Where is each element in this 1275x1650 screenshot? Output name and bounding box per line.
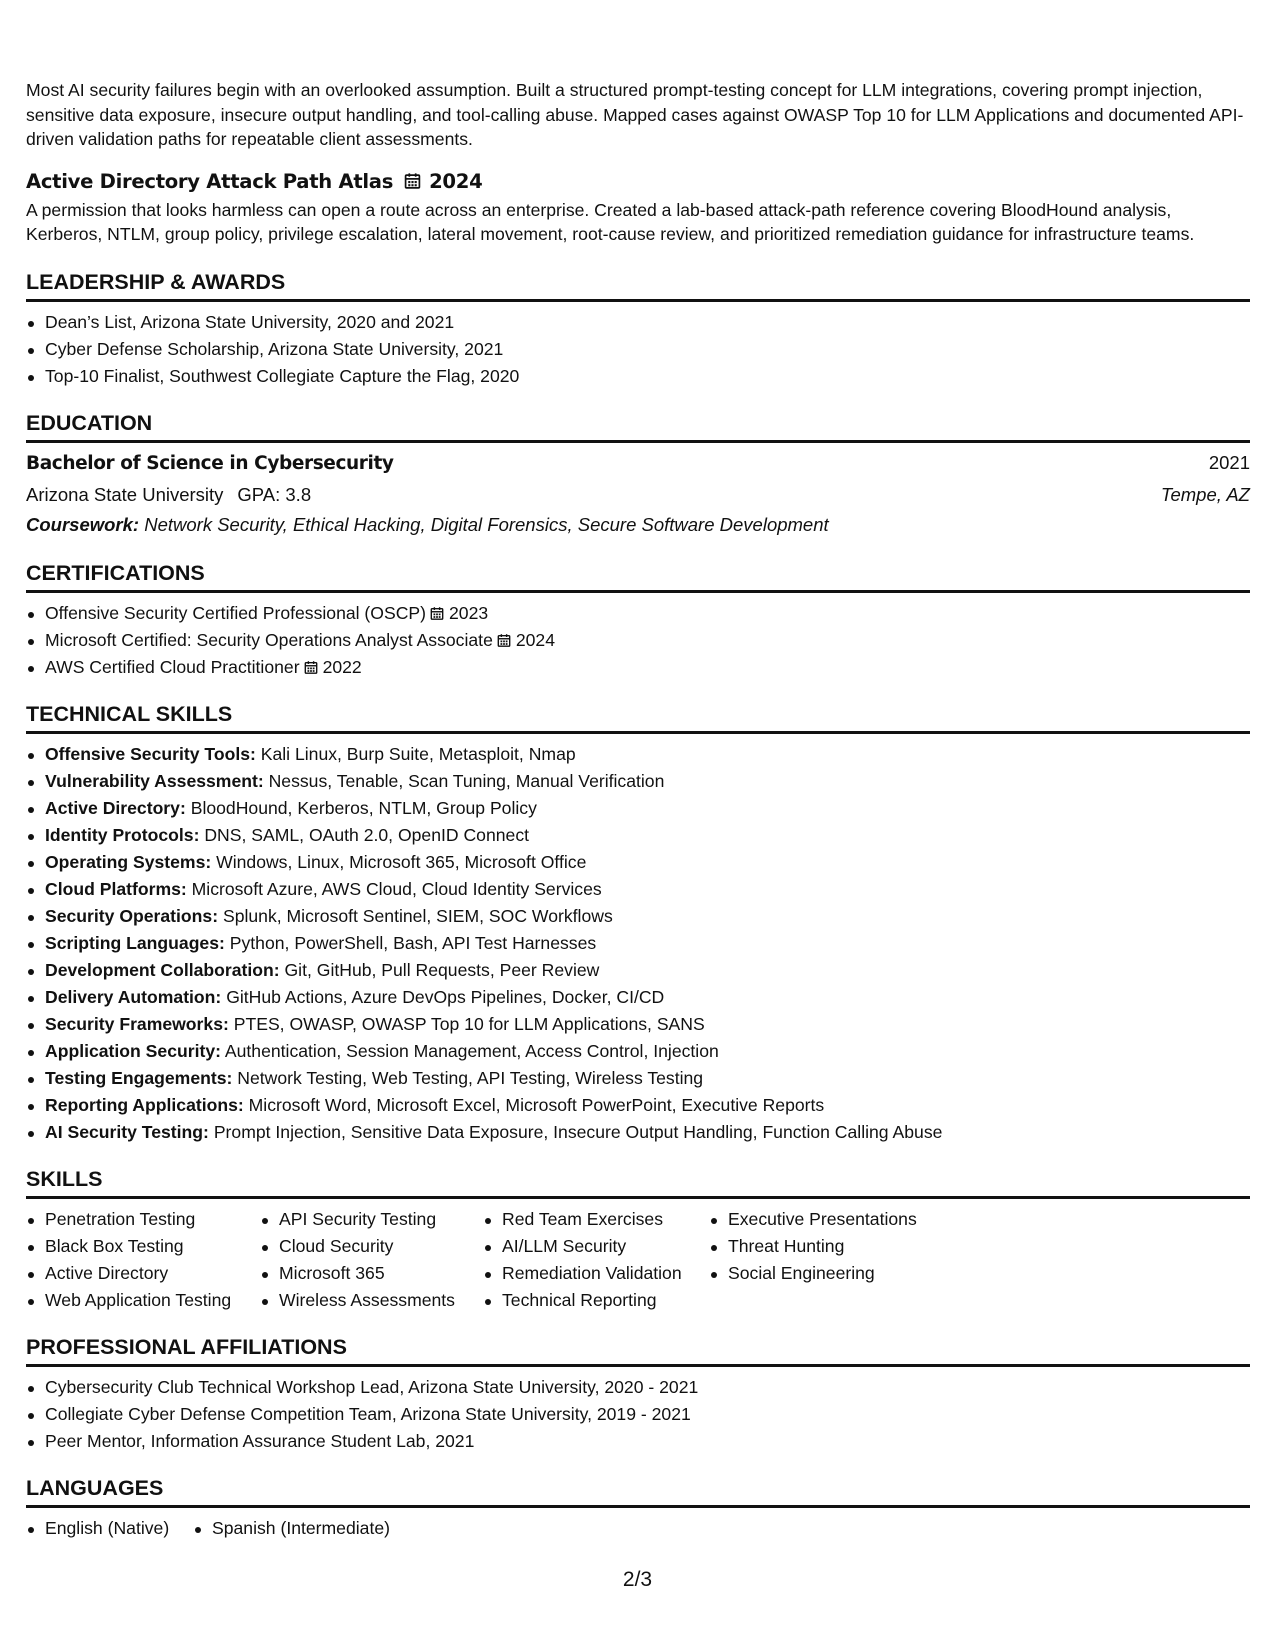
list-item — [26, 1038, 1250, 1065]
skill-label: Reporting Applications: — [45, 1094, 244, 1115]
list-item: Web Application Testing — [26, 1287, 260, 1314]
skill-label: Security Frameworks: — [45, 1013, 229, 1034]
skill-value: PTES, OWASP, OWASP Top 10 for LLM Applications, SANS — [233, 1013, 705, 1034]
skill-value: Network Testing, Web Testing, API Testing, Wireless Testing — [237, 1067, 704, 1088]
coursework — [26, 510, 1250, 540]
list-item: Executive Presentations — [709, 1206, 969, 1233]
list-item: Cloud Security — [260, 1233, 483, 1260]
languages-row — [26, 1515, 1250, 1542]
skill-label: Cloud Platforms: — [45, 878, 187, 899]
resume-page — [26, 78, 1250, 1542]
section-heading: EDUCATION — [26, 410, 1250, 443]
section-heading: LANGUAGES — [26, 1475, 1250, 1508]
list-item: Penetration Testing — [26, 1206, 260, 1233]
list-item: Remediation Validation — [483, 1260, 709, 1287]
calendar-icon — [430, 606, 444, 621]
list-item: Black Box Testing — [26, 1233, 260, 1260]
section-heading: TECHNICAL SKILLS — [26, 701, 1250, 734]
skills-column — [709, 1206, 969, 1314]
list-item — [26, 627, 1250, 654]
skill-value: Nessus, Tenable, Scan Tuning, Manual Verification — [268, 770, 665, 791]
affiliations-section — [26, 1334, 1250, 1455]
location: Tempe, AZ — [1160, 483, 1250, 505]
skill-value: Python, PowerShell, Bash, API Test Harnesses — [229, 932, 597, 953]
skill-value: Microsoft Azure, AWS Cloud, Cloud Identity Services — [191, 878, 602, 899]
skill-value: GitHub Actions, Azure DevOps Pipelines, Docker, CI/CD — [226, 986, 665, 1007]
skill-value: Authentication, Session Management, Access Control, Injection — [224, 1040, 719, 1061]
skill-label: AI Security Testing: — [45, 1121, 209, 1142]
cert-year: 2023 — [449, 602, 489, 623]
cert-year: 2022 — [322, 656, 362, 677]
list-item: Technical Reporting — [483, 1287, 709, 1314]
cert-name: AWS Certified Cloud Practitioner — [45, 656, 300, 677]
list-item: Spanish (Intermediate) — [193, 1515, 390, 1542]
certifications-section — [26, 560, 1250, 681]
skills-section — [26, 1166, 1250, 1314]
education-section — [26, 410, 1250, 540]
education-degree-row — [26, 447, 1250, 479]
section-heading: SKILLS — [26, 1166, 1250, 1199]
project-description: A permission that looks harmless can open a route across an enterprise. Created a lab-based attack-path reference covering BloodHound analysis, Kerberos, NTLM, group policy, privilege escalation, lateral movement, root-cause review, and prioritized remediation guidance for infrastructure teams. — [26, 199, 1195, 244]
list-item: Dean’s List, Arizona State University, 2020 and 2021 — [26, 309, 1250, 336]
list-item — [26, 795, 1250, 822]
list-item — [26, 849, 1250, 876]
graduation-year: 2021 — [1208, 451, 1250, 473]
list-item: Cyber Defense Scholarship, Arizona State University, 2021 — [26, 336, 1250, 363]
project-year: 2024 — [429, 169, 483, 193]
skill-label: Scripting Languages: — [45, 932, 225, 953]
skill-label: Development Collaboration: — [45, 959, 280, 980]
project-title: Active Directory Attack Path Atlas — [26, 169, 394, 193]
school-name: Arizona State University — [26, 483, 224, 505]
languages-column — [26, 1515, 193, 1542]
list-item — [26, 984, 1250, 1011]
skill-label: Identity Protocols: — [45, 824, 200, 845]
degree: Bachelor of Science in Cybersecurity — [26, 452, 394, 474]
list-item: Wireless Assessments — [260, 1287, 483, 1314]
skill-label: Application Security: — [45, 1040, 221, 1061]
list-item — [26, 903, 1250, 930]
languages-section — [26, 1475, 1250, 1542]
list-item: Red Team Exercises — [483, 1206, 709, 1233]
skill-label: Testing Engagements: — [45, 1067, 233, 1088]
list-item — [26, 957, 1250, 984]
skills-columns — [26, 1206, 1250, 1314]
calendar-icon — [497, 633, 511, 648]
cert-name: Microsoft Certified: Security Operations Analyst Associate — [45, 629, 493, 650]
list-item — [26, 1065, 1250, 1092]
skills-column — [483, 1206, 709, 1314]
skill-label: Vulnerability Assessment: — [45, 770, 264, 791]
leadership-list — [26, 309, 1250, 390]
list-item — [26, 654, 1250, 681]
list-item: API Security Testing — [260, 1206, 483, 1233]
skills-column — [26, 1206, 260, 1314]
skill-value: BloodHound, Kerberos, NTLM, Group Policy — [190, 797, 537, 818]
skill-value: Kali Linux, Burp Suite, Metasploit, Nmap — [260, 743, 576, 764]
list-item: Social Engineering — [709, 1260, 969, 1287]
list-item: English (Native) — [26, 1515, 193, 1542]
technical-skills-section — [26, 701, 1250, 1146]
project-heading — [26, 170, 1250, 193]
leadership-section — [26, 269, 1250, 390]
list-item: Peer Mentor, Information Assurance Student Lab, 2021 — [26, 1428, 1250, 1455]
affiliations-list — [26, 1374, 1250, 1455]
list-item — [26, 1092, 1250, 1119]
skill-value: Git, GitHub, Pull Requests, Peer Review — [284, 959, 600, 980]
skill-value: DNS, SAML, OAuth 2.0, OpenID Connect — [204, 824, 530, 845]
skill-label: Operating Systems: — [45, 851, 212, 872]
list-item — [26, 876, 1250, 903]
skill-value: Prompt Injection, Sensitive Data Exposure, Insecure Output Handling, Function Calling Abuse — [213, 1121, 943, 1142]
skill-label: Delivery Automation: — [45, 986, 222, 1007]
list-item: Threat Hunting — [709, 1233, 969, 1260]
coursework-list: Network Security, Ethical Hacking, Digital Forensics, Secure Software Development — [144, 513, 829, 535]
list-item — [26, 930, 1250, 957]
list-item — [26, 1119, 1250, 1146]
languages-column — [193, 1515, 390, 1542]
technical-skills-list — [26, 741, 1250, 1146]
skill-value: Microsoft Word, Microsoft Excel, Microsoft PowerPoint, Executive Reports — [248, 1094, 825, 1115]
section-heading: CERTIFICATIONS — [26, 560, 1250, 593]
skill-label: Offensive Security Tools: — [45, 743, 256, 764]
coursework-label: Coursework: — [26, 513, 140, 535]
skill-label: Active Directory: — [45, 797, 186, 818]
gpa: GPA: 3.8 — [237, 483, 312, 505]
list-item: Top-10 Finalist, Southwest Collegiate Capture the Flag, 2020 — [26, 363, 1250, 390]
certifications-list — [26, 600, 1250, 681]
list-item — [26, 741, 1250, 768]
project-description: Most AI security failures begin with an overlooked assumption. Built a structured prompt-testing concept for LLM integrations, covering prompt injection, sensitive data exposure, insecure output handling, and tool-calling abuse. Mapped cases against OWASP Top 10 for LLM Applications and documented API-driven validation paths for repeatable client assessments. — [26, 80, 1244, 149]
list-item — [26, 822, 1250, 849]
list-item: Collegiate Cyber Defense Competition Team, Arizona State University, 2019 - 2021 — [26, 1401, 1250, 1428]
skill-label: Security Operations: — [45, 905, 219, 926]
section-heading: LEADERSHIP & AWARDS — [26, 269, 1250, 302]
list-item — [26, 768, 1250, 795]
list-item — [26, 600, 1250, 627]
list-item: Cybersecurity Club Technical Workshop Lead, Arizona State University, 2020 - 2021 — [26, 1374, 1250, 1401]
cert-year: 2024 — [515, 629, 555, 650]
skill-value: Splunk, Microsoft Sentinel, SIEM, SOC Workflows — [222, 905, 613, 926]
list-item: Active Directory — [26, 1260, 260, 1287]
skills-column — [260, 1206, 483, 1314]
skill-value: Windows, Linux, Microsoft 365, Microsoft Office — [216, 851, 587, 872]
list-item: Microsoft 365 — [260, 1260, 483, 1287]
section-heading: PROFESSIONAL AFFILIATIONS — [26, 1334, 1250, 1367]
page-number: 2/3 — [622, 1568, 653, 1591]
cert-name: Offensive Security Certified Professional (OSCP) — [45, 602, 427, 623]
list-item: AI/LLM Security — [483, 1233, 709, 1260]
list-item — [26, 1011, 1250, 1038]
calendar-icon — [404, 172, 421, 190]
calendar-icon — [304, 660, 318, 675]
education-school-row — [26, 479, 1250, 510]
